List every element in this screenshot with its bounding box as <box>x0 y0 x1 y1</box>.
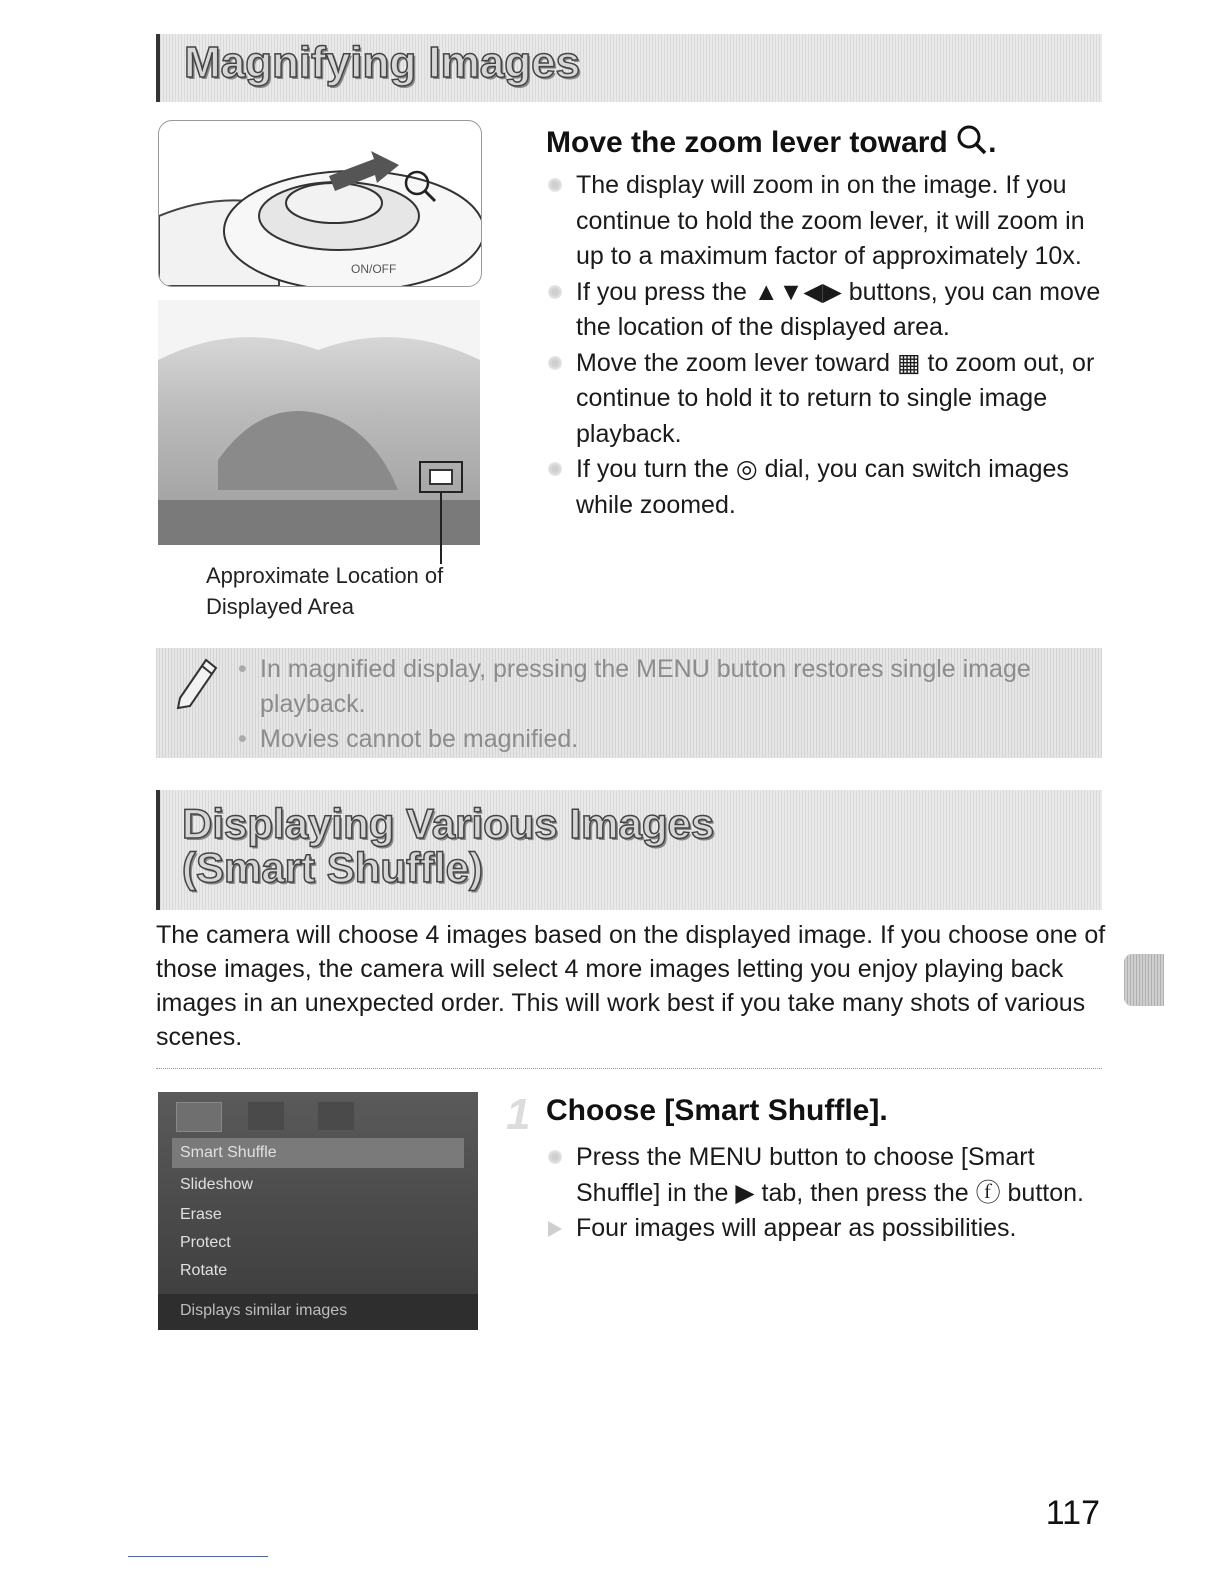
section-title-bar <box>156 790 1102 910</box>
zoom-instructions <box>546 124 1106 523</box>
bullet-icon <box>548 462 562 476</box>
bullet-text: The display will zoom in on the image. If you continue to hold the zoom lever, it will zoom in up to a maximum factor of approximately 10x. <box>576 171 1085 270</box>
note-list <box>236 652 1076 757</box>
magnify-icon <box>956 124 988 156</box>
intro-paragraph: The camera will choose 4 images based on the displayed image. If you choose one of those images, the camera will select 4 more images letting you enjoy playing back images in an unexpected order. This will work best if you take many shots of various scenes. <box>156 921 1106 1051</box>
step-bullet-list <box>546 1140 1106 1247</box>
bullet-icon <box>548 1150 562 1164</box>
step-number: 1 <box>506 1090 531 1139</box>
section-title-bar <box>156 34 1102 102</box>
section-title-line: (Smart Shuffle) <box>182 844 484 892</box>
step-heading-text: Move the zoom lever toward <box>546 126 948 159</box>
power-label: ON/OFF <box>351 262 397 276</box>
settings-tab-icon <box>318 1102 354 1130</box>
magnified-photo <box>158 300 480 545</box>
bullet-text: Press the MENU button to choose [Smart Shuffle] in the ▶ tab, then press the ⓕ button. <box>576 1143 1084 1207</box>
section-title: Magnifying Images <box>184 38 581 87</box>
print-tab-icon <box>248 1102 284 1130</box>
bullet-text: If you press the ▲▼◀▶ buttons, you can move the location of the displayed area. <box>576 277 1101 341</box>
menu-item: Slideshow <box>180 1176 253 1193</box>
result-arrow-icon <box>548 1221 562 1237</box>
menu-item: Rotate <box>180 1262 228 1279</box>
play-tab-icon <box>176 1102 222 1132</box>
menu-screenshot <box>158 1092 478 1330</box>
bullet-icon <box>548 178 562 192</box>
list-item <box>546 275 1106 346</box>
zoom-bullet-list <box>546 168 1106 523</box>
bullet-text: Move the zoom lever toward ▦ to zoom out, or continue to hold it to return to single image playback. <box>576 348 1095 448</box>
camera-zoom-lever-icon <box>159 121 481 286</box>
photo-caption: Approximate Location of Displayed Area <box>206 563 444 619</box>
footer-rule <box>128 1556 268 1557</box>
pencil-note-icon <box>172 654 222 710</box>
bullet-icon <box>548 285 562 299</box>
bullet-text: Four images will appear as possibilities. <box>576 1214 1017 1242</box>
page-number: 117 <box>1045 1494 1100 1532</box>
list-item <box>546 168 1106 275</box>
divider <box>156 1068 1102 1069</box>
section-title <box>182 802 714 890</box>
note-box <box>156 648 1102 758</box>
menu-item: Protect <box>180 1234 231 1251</box>
bullet-icon <box>548 356 562 370</box>
camera-illustration <box>158 120 482 287</box>
step-heading: Move the zoom lever toward . <box>546 126 997 159</box>
chapter-tab-marker <box>1124 954 1164 1006</box>
list-item: • Movies cannot be magnified. <box>236 722 1076 757</box>
bullet-text: If you turn the ◎ dial, you can switch images while zoomed. <box>576 455 1069 519</box>
menu-item: Smart Shuffle <box>180 1144 277 1161</box>
list-item: • In magnified display, pressing the MENU button restores single image playback. <box>236 652 1076 722</box>
step-1-block <box>546 1094 1106 1247</box>
list-item <box>546 346 1106 453</box>
list-item <box>546 1140 1106 1211</box>
section-title-line: Displaying Various Images <box>182 800 715 847</box>
step-heading: Choose [Smart Shuffle]. <box>546 1094 888 1127</box>
list-item <box>546 452 1106 523</box>
menu-footer-text: Displays similar images <box>180 1302 348 1319</box>
menu-item: Erase <box>180 1206 222 1223</box>
list-item <box>546 1211 1106 1247</box>
